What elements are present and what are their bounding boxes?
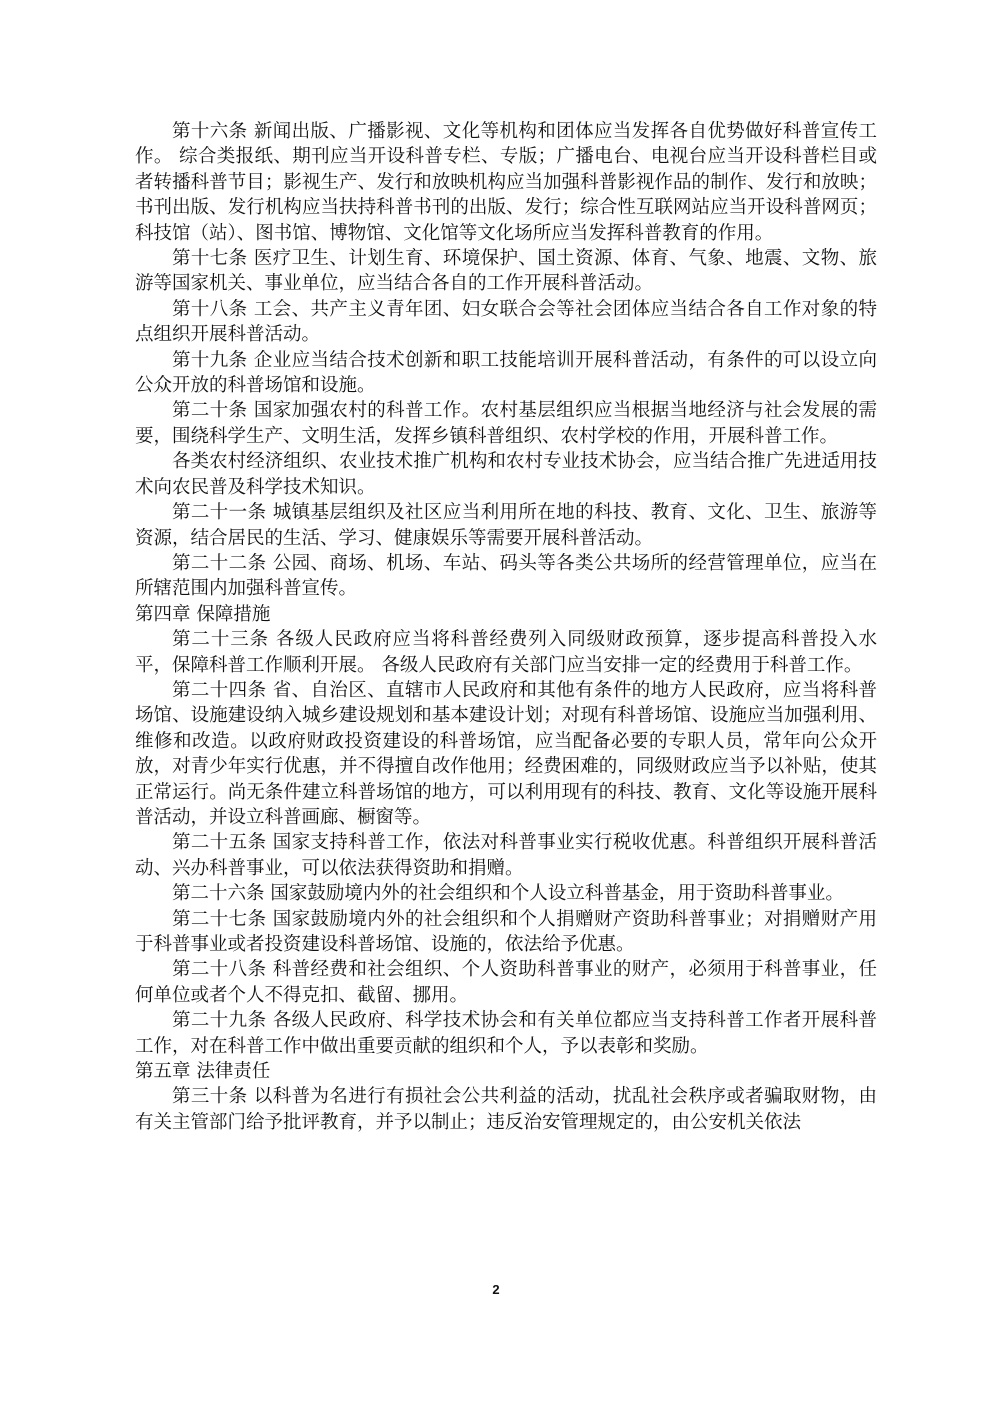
paragraph-article-23: 第二十三条 各级人民政府应当将科普经费列入同级财政预算，逐步提高科普投入水平，保障科普工作顺利开展。 各级人民政府有关部门应当安排一定的经费用于科普工作。	[135, 629, 877, 676]
paragraph-article-24: 第二十四条 省、自治区、直辖市人民政府和其他有条件的地方人民政府，应当将科普场馆、设施建设纳入城乡建设规划和基本建设计划；对现有科普场馆、设施应当加强利用、维修和改造。以政府财政投资建设的科普场馆，应当配备必要的专职人员，常年向公众开放，对青少年实行优惠，并不得擅自改作他用；经费困难的，同级财政应当予以补贴，使其正常运行。尚无条件建立科普场馆的地方，可以利用现有的科技、教育、文化等设施开展科普活动，并设立科普画廊、橱窗等。	[135, 679, 877, 828]
paragraph-article-22: 第二十二条 公园、商场、机场、车站、码头等各类公共场所的经营管理单位，应当在所辖范围内加强科普宣传。	[135, 552, 877, 600]
paragraph-article-19: 第十九条 企业应当结合技术创新和职工技能培训开展科普活动，有条件的可以设立向公众开放的科普场馆和设施。	[135, 349, 877, 397]
paragraph-article-16: 第十六条 新闻出版、广播影视、文化等机构和团体应当发挥各自优势做好科普宣传工作。 综合类报纸、期刊应当开设科普专栏、专版；广播电台、电视台应当开设科普栏目或者转播科普节目；影视生产、发行和放映机构应当加强科普影视作品的制作、发行和放映；书刊出版、发行机构应当扶持科普书刊的出版、发行；综合性互联网站应当开设科普网页；科技馆（站）、图书馆、博物馆、文化馆等文化场所应当发挥科普教育的作用。	[135, 121, 877, 244]
chapter-heading-5: 第五章 法律责任	[135, 1061, 271, 1083]
paragraph-article-25: 第二十五条 国家支持科普工作，依法对科普事业实行税收优惠。科普组织开展科普活动、兴办科普事业，可以依法获得资助和捐赠。	[135, 832, 877, 879]
paragraph-article-26: 第二十六条 国家鼓励境内外的社会组织和个人设立科普基金，用于资助科普事业。	[172, 883, 844, 905]
document-body	[135, 119, 877, 1135]
chapter-heading-4: 第四章 保障措施	[135, 603, 271, 625]
paragraph-article-27: 第二十七条 国家鼓励境内外的社会组织和个人捐赠财产资助科普事业；对捐赠财产用于科普事业或者投资建设科普场馆、设施的，依法给予优惠。	[135, 908, 877, 955]
paragraph-article-20-cont: 各类农村经济组织、农业技术推广机构和农村专业技术协会，应当结合推广先进适用技术向农民普及科学技术知识。	[135, 451, 877, 498]
paragraph-article-20: 第二十条 国家加强农村的科普工作。农村基层组织应当根据当地经济与社会发展的需要，围绕科学生产、文明生活，发挥乡镇科普组织、农村学校的作用，开展科普工作。	[135, 400, 877, 447]
paragraph-article-18: 第十八条 工会、共产主义青年团、妇女联合会等社会团体应当结合各自工作对象的特点组织开展科普活动。	[135, 298, 877, 346]
page-number: 2	[492, 1282, 500, 1297]
paragraph-article-28: 第二十八条 科普经费和社会组织、个人资助科普事业的财产，必须用于科普事业，任何单位或者个人不得克扣、截留、挪用。	[135, 959, 877, 1006]
paragraph-article-30: 第三十条 以科普为名进行有损社会公共利益的活动，扰乱社会秩序或者骗取财物，由有关主管部门给予批评教育，并予以制止；违反治安管理规定的，由公安机关依法	[135, 1086, 877, 1133]
paragraph-article-21: 第二十一条 城镇基层组织及社区应当利用所在地的科技、教育、文化、卫生、旅游等资源，结合居民的生活、学习、健康娱乐等需要开展科普活动。	[135, 502, 877, 549]
paragraph-article-17: 第十七条 医疗卫生、计划生育、环境保护、国土资源、体育、气象、地震、文物、旅游等国家机关、事业单位，应当结合各自的工作开展科普活动。	[135, 248, 877, 295]
paragraph-article-29: 第二十九条 各级人民政府、科学技术协会和有关单位都应当支持科普工作者开展科普工作，对在科普工作中做出重要贡献的组织和个人，予以表彰和奖励。	[135, 1010, 877, 1057]
